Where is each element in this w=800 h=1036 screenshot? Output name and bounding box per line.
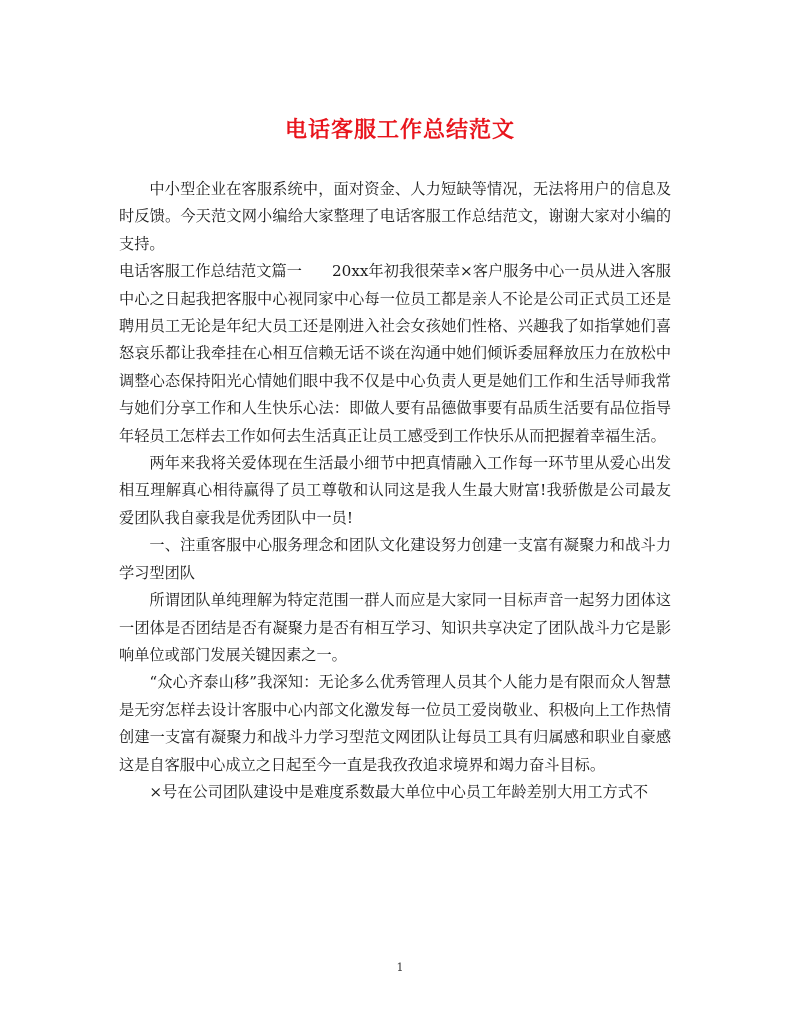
section-paragraph bbox=[119, 258, 671, 450]
paragraph-2: 两年来我将关爱体现在生活最小细节中把真情融入工作每一环节里从爱心出发相互理解真心相待赢得了员工尊敬和认同这是我人生最大财富!我骄傲是公司最友爱团队我自豪我是优秀团队中一员! bbox=[119, 454, 671, 527]
document-body bbox=[119, 176, 671, 806]
intro-paragraph: 中小型企业在客服系统中，面对资金、人力短缺等情况，无法将用户的信息及时反馈。今天范文网小编给大家整理了电话客服工作总结范文，谢谢大家对小编的支持。 bbox=[119, 180, 671, 253]
page-number: 1 bbox=[396, 961, 404, 974]
document-title: 电话客服工作总结范文 bbox=[284, 117, 515, 143]
paragraph-3: 所谓团队单纯理解为特定范围一群人而应是大家同一目标声音一起努力团体这一团体是否团结是否有凝聚力是否有相互学习、知识共享决定了团队战斗力它是影响单位或部门发展关键因素之一。 bbox=[119, 591, 671, 664]
paragraph-4: “众心齐泰山移”我深知：无论多么优秀管理人员其个人能力是有限而众人智慧是无穷怎样去设计客服中心内部文化激发每一位员工爱岗敬业、积极向上工作热情创建一支富有凝聚力和战斗力学习型范文网团队让每员工具有归属感和职业自豪感这是自客服中心成立之日起至今一直是我孜孜追求境界和竭力奋斗目标。 bbox=[119, 673, 671, 774]
section-label: 电话客服工作总结范文篇一 bbox=[119, 262, 302, 281]
heading-1: 一、注重客服中心服务理念和团队文化建设努力创建一支富有凝聚力和战斗力学习型团队 bbox=[119, 536, 671, 582]
paragraph-5: ×号在公司团队建设中是难度系数最大单位中心员工年龄差别大用工方式不 bbox=[149, 782, 649, 801]
section-body: 20xx年初我很荣幸×客户服务中心一员从进入客服中心之日起我把客服中心视同家中心每一位员工都是亲人不论是公司正式员工还是聘用员工无论是年纪大员工还是刚进入社会女孩她们性格、兴趣我了如指掌她们喜怒哀乐都让我牵挂在心相互信赖无话不谈在沟通中她们倾诉委屈释放压力在放松中调整心态保持阳光心情她们眼中我不仅是中心负责人更是她们工作和生活导师我常与她们分享工作和人生快乐心法：即做人要有品德做事要有品质生活要有品位指导年轻员工怎样去工作如何去生活真正让员工感受到工作快乐从而把握着幸福生活。 bbox=[119, 262, 671, 445]
